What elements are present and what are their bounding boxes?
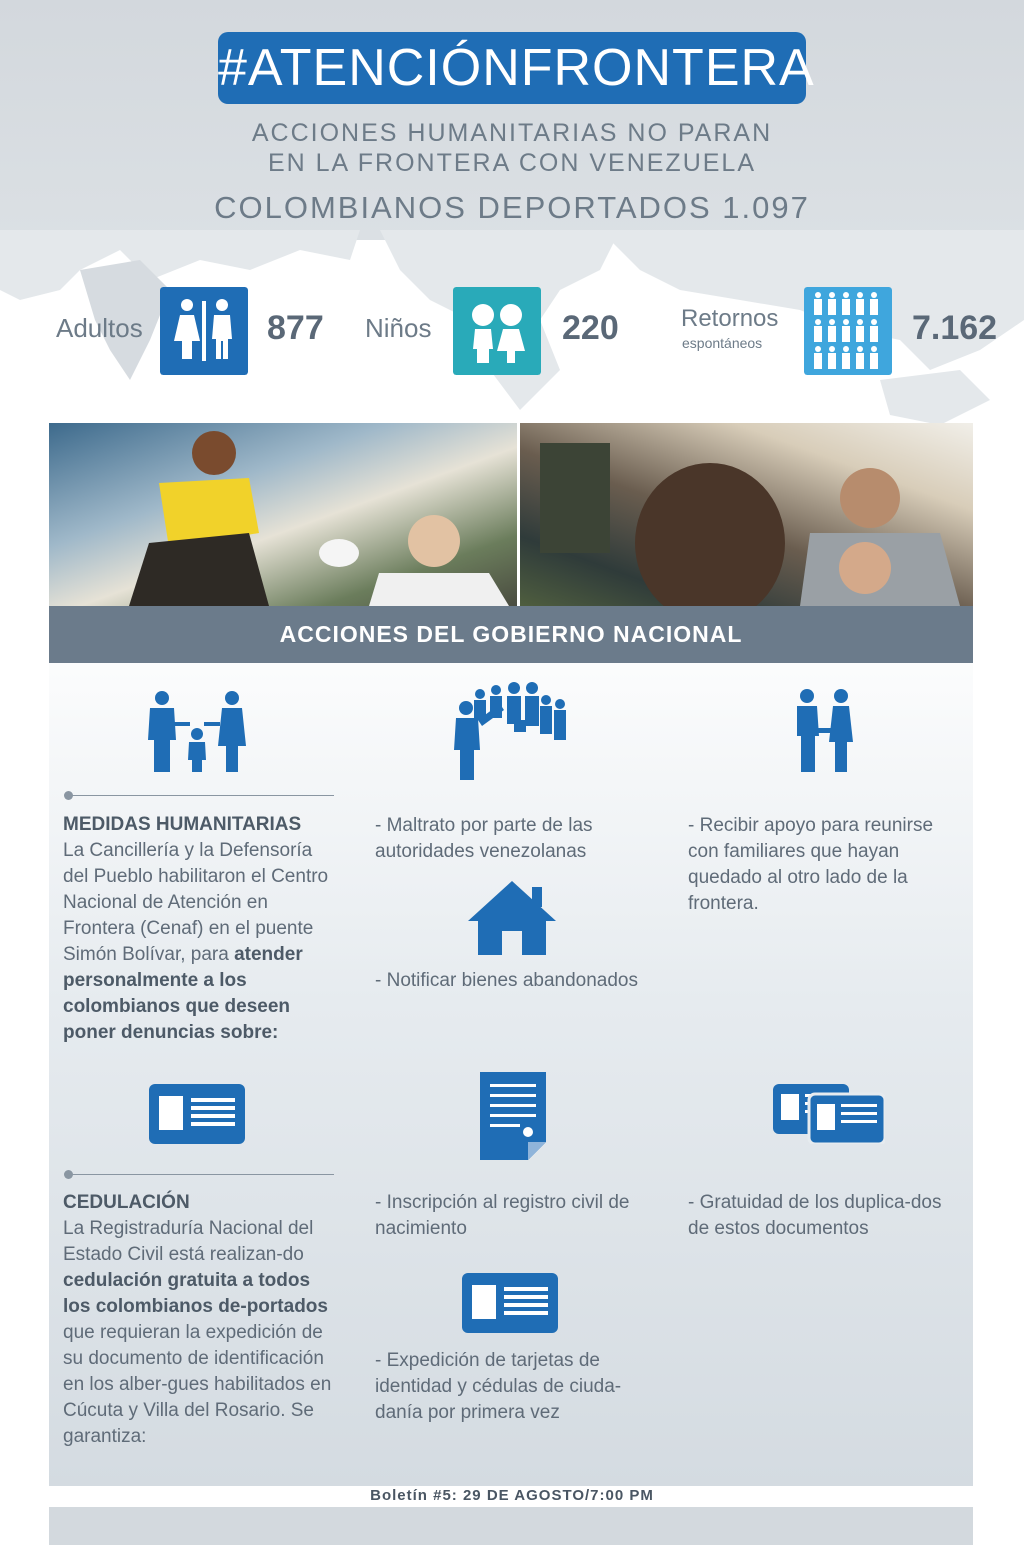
bottom-band xyxy=(49,1507,973,1545)
adults-value: 877 xyxy=(267,309,324,347)
children-value: 220 xyxy=(562,309,619,347)
children-label: Niños xyxy=(365,313,432,343)
family-icon xyxy=(146,690,248,774)
cedulacion-item-3: - Expedición de tarjetas de identidad y cédulas de ciuda-danía por primera vez xyxy=(375,1350,622,1423)
cedulacion-intro-end: que requieran la expedición de su documento de identificación en los alber-gues habilitados en Cúcuta y Villa del Rosario. Se garantiza: xyxy=(63,1322,332,1447)
cedulacion-intro: La Registraduría Nacional del Estado Civil está realizan-do xyxy=(63,1218,314,1265)
reunion-couple-icon xyxy=(795,688,853,774)
humanitarian-intro: La Cancillería y la Defensoría del Pueblo habilitaron el Centro Nacional de Atención en Frontera (Cenaf) en el puente Simón Bolívar, para xyxy=(63,840,329,965)
bulletin-footer: Boletín #5: 29 DE AGOSTO/7:00 PM xyxy=(370,1487,654,1504)
subtitle-line-1: ACCIONES HUMANITARIAS NO PARAN xyxy=(251,119,773,147)
cedulacion-intro-bold: cedulación gratuita a todos los colombianos de-portados xyxy=(63,1270,328,1317)
subtitle-line-2: EN LA FRONTERA CON VENEZUELA xyxy=(267,149,757,177)
birth-registry-document-icon xyxy=(480,1072,546,1160)
cedulacion-item-1: - Inscripción al registro civil de nacimiento xyxy=(375,1192,630,1239)
adults-restroom-icon xyxy=(160,287,248,375)
duplicate-cards-icon xyxy=(773,1080,885,1144)
section-title: ACCIONES DEL GOBIERNO NACIONAL xyxy=(49,606,973,663)
cedulacion-text xyxy=(63,1216,339,1450)
adults-label: Adultos xyxy=(56,313,143,343)
hashtag-banner: #ATENCIÓNFRONTERA xyxy=(218,32,806,104)
returns-label: Retornos xyxy=(681,305,779,332)
humanitarian-heading: MEDIDAS HUMANITARIAS xyxy=(63,814,302,835)
identity-card-icon xyxy=(462,1273,558,1333)
photo-families-at-border xyxy=(520,423,973,606)
divider-line xyxy=(68,795,334,796)
cedulacion-heading: CEDULACIÓN xyxy=(63,1192,190,1213)
returns-value: 7.162 xyxy=(912,309,998,347)
photo-president-with-child xyxy=(49,423,517,606)
children-icon xyxy=(453,287,541,375)
humanitarian-intro-bold: atender personalmente a los colombianos que deseen poner denuncias sobre: xyxy=(63,944,303,1043)
id-card-icon xyxy=(149,1084,245,1144)
deported-total: COLOMBIANOS DEPORTADOS 1.097 xyxy=(214,190,810,225)
returns-sublabel: espontáneos xyxy=(682,335,763,351)
group-complaint-icon xyxy=(454,680,570,782)
humanitarian-text xyxy=(63,838,339,1046)
humanitarian-item-1: - Maltrato por parte de las autoridades venezolanas xyxy=(375,815,593,862)
house-icon xyxy=(468,879,556,955)
divider-line xyxy=(68,1174,334,1175)
cedulacion-item-2: - Gratuidad de los duplica-dos de estos documentos xyxy=(688,1192,942,1239)
humanitarian-item-3: - Recibir apoyo para reunirse con familiares que hayan quedado al otro lado de la frontera. xyxy=(688,815,934,914)
humanitarian-item-2: - Notificar bienes abandonados xyxy=(375,970,639,991)
crowd-icon xyxy=(804,287,892,375)
